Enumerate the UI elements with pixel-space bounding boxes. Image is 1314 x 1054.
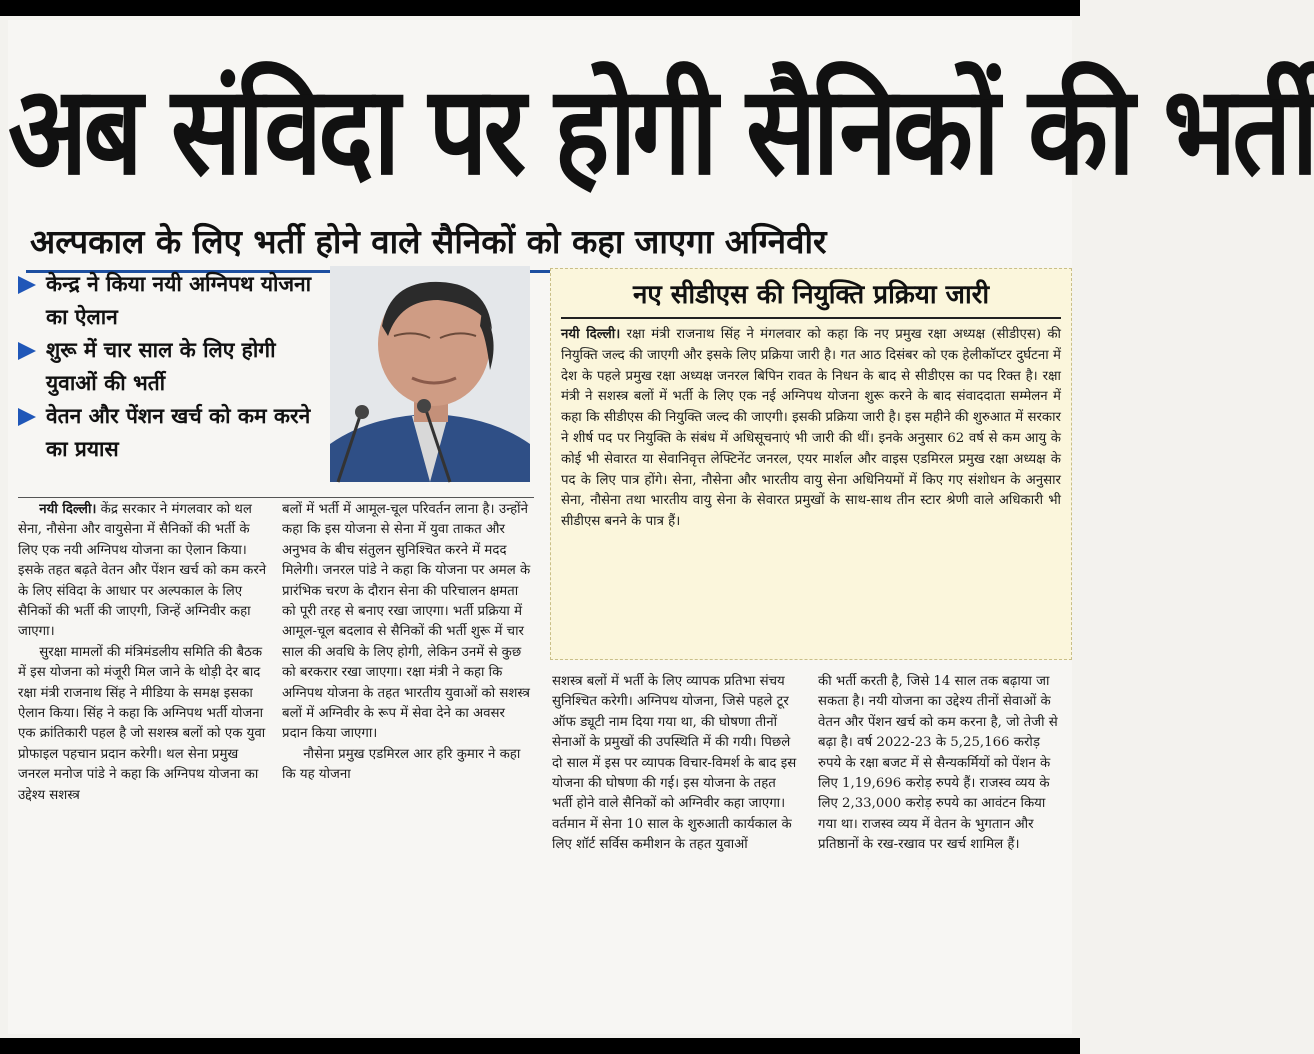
sidebar-body: [561, 325, 1061, 533]
article-paragraph: सुरक्षा मामलों की मंत्रिमंडलीय समिति की बैठक में इस योजना को मंजूरी मिल जाने के थोड़ी देर बाद रक्षा मंत्री राजनाथ सिंह ने मीडिया के समक्ष इसका ऐलान किया। सिंह ने कहा कि अग्निपथ भर्ती योजना एक क्रांतिकारी पहल है जो सशस्त्र बलों को एक युवा प्रोफाइल पहचान प्रदान करेगी। थल सेना प्रमुख जनरल मनोज पांडे ने कहा कि अग्निपथ योजना का उद्देश्य सशस्त्र: [18, 644, 266, 803]
highlight-text: केन्द्र ने किया नयी अग्निपथ योजना का ऐलान: [46, 272, 312, 329]
arrow-bullet-icon: [18, 408, 36, 426]
article-paragraph: सशस्त्र बलों में भर्ती के लिए व्यापक प्रतिभा संचय सुनिश्चित करेगी। अग्निपथ योजना, जिसे पहले टूर ऑफ ड्यूटी नाम दिया गया था, की घोषणा तीनों सेनाओं के प्रमुखों की उपस्थिति में की गयी। पिछले दो साल में इस पर व्यापक विचार-विमर्श के बाद इस योजना की घोषणा की गई। इस योजना के तहत भर्ती होने वाले सैनिकों को अग्निवीर कहा जाएगा। वर्तमान में सेना 10 साल के शुरुआती कार्यकाल के लिए शॉर्ट सर्विस कमीशन के तहत युवाओं: [552, 674, 797, 853]
sidebar-title-rule: [561, 317, 1061, 319]
portrait-photo-icon: [330, 266, 530, 482]
article-paragraph: की भर्ती करती है, जिसे 14 साल तक बढ़ाया जा सकता है। नयी योजना का उद्देश्य तीनों सेवाओं के वेतन और पेंशन खर्च को कम करना है, जो तेजी से बढ़ा है। वर्ष 2022-23 के 5,25,166 करोड़ रुपये के रक्षा बजट में से सैन्यकर्मियों को पेंशन के लिए 1,19,696 करोड़ रुपये हैं। राजस्व व्यय के लिए 2,33,000 करोड़ रुपये का आवंटन किया गया था। राजस्व व्यय में वेतन के भुगतान और प्रतिष्ठानों के रख-रखाव पर खर्च शामिल हैं।: [818, 674, 1058, 853]
article-column-3: [552, 672, 800, 856]
sidebar-dateline: नयी दिल्ली।: [561, 327, 621, 342]
arrow-bullet-icon: [18, 276, 36, 294]
sidebar-title: नए सीडीएस की नियुक्ति प्रक्रिया जारी: [632, 280, 990, 310]
bottom-black-bar: [0, 1038, 1080, 1054]
highlights-list: [18, 268, 324, 466]
article-text: केंद्र सरकार ने मंगलवार को थल सेना, नौसेना और वायुसेना में सैनिकों की भर्ती के लिए एक नयी अग्निपथ योजना का ऐलान किया। इसके तहत बढ़ते वेतन और पेंशन खर्च को कम करने के लिए संविदा के आधार पर अल्पकाल के लिए सैनिकों की भर्ती की जाएगी, जिन्हें अग्निवीर कहा जाएगा।: [18, 502, 267, 640]
portrait-photo: [330, 266, 530, 482]
article-column-2: [282, 500, 534, 786]
article-paragraph: [18, 500, 270, 643]
article-paragraph: नौसेना प्रमुख एडमिरल आर हरि कुमार ने कहा कि यह योजना: [282, 746, 521, 783]
column-top-rule: [18, 497, 534, 498]
article-dateline: नयी दिल्ली।: [39, 502, 97, 517]
subheadline: अल्पकाल के लिए भर्ती होने वाले सैनिकों को कहा जाएगा अग्निवीर: [30, 222, 827, 261]
highlight-item: [18, 400, 324, 466]
article-paragraph: बलों में भर्ती में आमूल-चूल परिवर्तन लाना है। उन्होंने कहा कि इस योजना से सेना में युवा ताकत और अनुभव के बीच संतुलन सुनिश्चित करने में मदद मिलेगी। जनरल पांडे ने कहा कि योजना पर अमल के प्रारंभिक चरण के दौरान सेना की परिचालन क्षमता को पूरी तरह से बनाए रखा जाएगा। भर्ती प्रक्रिया में आमूल-चूल बदलाव से सैनिकों की भर्ती शुरू में चार साल की अवधि के लिए होगी, लेकिन उनमें से कुछ को बरकरार रखा जाएगा। रक्षा मंत्री ने कहा कि अग्निपथ योजना के तहत भारतीय युवाओं को सशस्त्र बलों में अग्निवीर के रूप में सेवा देने का अवसर प्रदान किया जाएगा।: [282, 502, 531, 742]
article-column-4: [818, 672, 1060, 856]
highlight-item: [18, 268, 324, 334]
headline: अब संविदा पर होगी सैनिकों की भर्ती: [8, 58, 1314, 203]
sidebar-text: रक्षा मंत्री राजनाथ सिंह ने मंगलवार को कहा कि नए प्रमुख रक्षा अध्यक्ष (सीडीएस) की नियुक्ति जल्द की जाएगी और इसके लिए प्रक्रिया जारी है। गत आठ दिसंबर को एक हेलीकॉप्टर दुर्घटना में देश के पहले प्रमुख रक्षा अध्यक्ष जनरल बिपिन रावत के निधन के बाद से सीडीएस का पद रिक्त है। रक्षा मंत्री ने सशस्त्र बलों में भर्ती के लिए एक नई अग्निपथ योजना शुरू करने के बाद संवाददाता सम्मेलन में कहा कि सीडीएस की नियुक्ति जल्द की जाएगी। इसकी प्रक्रिया जारी है। इस महीने की शुरुआत में सरकार ने शीर्ष पद पर नियुक्ति के संबंध में अधिसूचनाएं भी जारी की थीं। इनके अनुसार 62 वर्ष से कम आयु के कोई भी सेवारत या सेवानिवृत्त लेफ्टिनेंट जनरल, एयर मार्शल और वाइस एडमिरल प्रमुख रक्षा अध्यक्ष के पद के लिए पात्र होंगे। सेना, नौसेना और भारतीय वायु सेना अधिनियमों में किए गए संशोधन के अनुसार सेना, नौसेना तथा भारतीय वायु सेना के सेवारत प्रमुखों के साथ-साथ तीन स्टार श्रेणी वाले अधिकारी भी सीडीएस बनने के पात्र हैं।: [561, 327, 1061, 530]
article-column-1: [18, 500, 270, 806]
highlight-text: वेतन और पेंशन खर्च को कम करने का प्रयास: [46, 404, 311, 461]
highlight-item: [18, 334, 324, 400]
arrow-bullet-icon: [18, 342, 36, 360]
top-black-bar: [0, 0, 1080, 16]
highlight-text: शुरू में चार साल के लिए होगी युवाओं की भर्ती: [46, 338, 276, 395]
sidebar-news-box: [550, 268, 1072, 660]
